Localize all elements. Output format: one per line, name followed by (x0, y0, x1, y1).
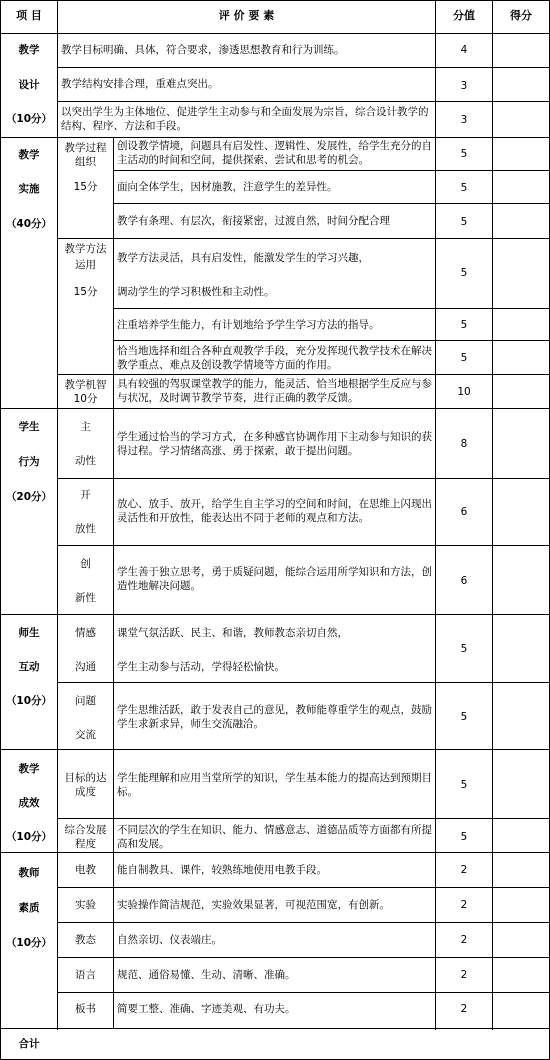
section-effect-points: （10分） (5, 831, 53, 843)
process-criterion-1: 创设教学情境，问题具有启发性、逻辑性、发展性，给学生充分的自主活动的时间和空间，提供探索、尝试和思考的机会。 (117, 140, 432, 166)
section-effect-title: 教学 (18, 763, 40, 775)
method-value-3: 5 (460, 352, 468, 364)
method-criterion-3: 恰当地选择和组合各种直观教学手段，充分发挥现代教学技术在解决教学重点、难点及创设教学情境等方面的作用。 (117, 345, 432, 371)
interaction-criterion-1: 课堂气氛活跃、民主、和谐，教师教态亲切自然， (117, 627, 348, 639)
teacher-label-3: 教态 (75, 934, 96, 946)
teacher-criterion-3: 自然亲切、仪表端庄。 (117, 934, 222, 946)
teacher-label-5: 板书 (75, 1003, 96, 1015)
teacher-label-2: 实验 (75, 899, 96, 911)
teacher-criterion-5: 简要工整、准确、字迹美观、有功夫。 (117, 1003, 296, 1015)
design-criterion-1: 教学目标明确、具体，符合要求，渗透思想教育和行为训练。 (61, 44, 345, 56)
interaction-criterion-1b: 学生主动参与活动，学得轻松愉快。 (117, 661, 285, 673)
effect-label-2: 综合发展 (64, 824, 107, 836)
sub-process-label-2: 组织 (75, 156, 96, 168)
design-criterion-2: 教学结构安排合理，重难点突出。 (61, 78, 219, 90)
section-interaction-title-2: 互动 (18, 661, 40, 673)
behavior-criterion-2: 放心、放手、放开，给学生自主学习的空间和时间，在思维上闪现出灵活性和开放性，能表达出不同于老师的观点和方法。 (117, 498, 432, 524)
process-value-2: 5 (460, 182, 468, 194)
teacher-label-1: 电教 (75, 864, 96, 876)
effect-label-1: 目标的达 (64, 772, 107, 784)
design-value-3: 3 (460, 114, 468, 126)
section-design-title: 教学 (18, 44, 40, 56)
teacher-value-3: 2 (460, 934, 468, 946)
process-criterion-3: 教学有条理、有层次，衔接紧密，过渡自然，时间分配合理 (117, 215, 390, 227)
interaction-criterion-2: 学生思维活跃，敢于发表自己的意见，教师能尊重学生的观点，鼓励学生求新求异，师生交流融洽。 (117, 704, 432, 730)
section-design-title-2: 设计 (18, 79, 40, 91)
header-score-value: 分值 (453, 9, 475, 22)
sub-method-label: 教学方法 (64, 243, 107, 255)
sub-process-label: 教学过程 (64, 142, 107, 154)
method-value-1: 5 (460, 267, 468, 279)
interaction-label-2b: 交流 (75, 729, 96, 741)
effect-value-2: 5 (460, 831, 468, 843)
interaction-label-2: 问题 (75, 695, 96, 707)
effect-label-1b: 成度 (75, 786, 96, 798)
effect-label-2b: 程度 (75, 838, 96, 850)
section-teacher-points: （10分） (5, 937, 53, 949)
behavior-label-3: 创 (80, 558, 91, 570)
design-value-1: 4 (460, 44, 468, 56)
wit-value: 10 (457, 386, 471, 398)
teacher-value-5: 2 (460, 1003, 468, 1015)
behavior-value-2: 6 (460, 506, 468, 518)
sub-method-points: 15分 (73, 286, 98, 298)
effect-criterion-1: 学生能理解和应用当堂所学的知识，学生基本能力的提高达到预期目标。 (117, 772, 432, 798)
section-interaction-points: （10分） (5, 695, 53, 707)
process-criterion-2: 面向全体学生，因材施教，注意学生的差异性。 (117, 181, 338, 193)
interaction-label-1b: 沟通 (75, 661, 96, 673)
teacher-criterion-4: 规范、通俗易懂、生动、清晰、准确。 (117, 969, 296, 981)
section-behavior-points: （20分） (5, 491, 53, 503)
effect-criterion-2: 不同层次的学生在知识、能力、情感意志、道德品质等方面都有所提高和发展。 (117, 824, 432, 850)
effect-value-1: 5 (460, 779, 468, 791)
section-behavior-title: 学生 (18, 421, 40, 433)
sub-process-points: 15分 (73, 181, 98, 193)
design-value-2: 3 (460, 80, 468, 92)
section-teacher-title: 教师 (18, 867, 40, 879)
behavior-label-1b: 动性 (75, 455, 96, 467)
section-behavior-title-2: 行为 (18, 456, 40, 468)
behavior-label-2b: 放性 (75, 523, 96, 535)
interaction-value-1: 5 (460, 643, 468, 655)
behavior-criterion-3: 学生善于独立思考，勇于质疑问题，能综合运用所学知识和方法，创造性地解决问题。 (117, 566, 432, 592)
section-implementation-title-2: 实施 (18, 183, 40, 195)
interaction-label-1: 情感 (75, 627, 96, 639)
interaction-value-2: 5 (460, 711, 468, 723)
teacher-criterion-1: 能自制教具、课件，较熟练地使用电教手段。 (117, 864, 327, 876)
teacher-criterion-2: 实验操作简洁规范，实验效果显著，可视范围宽，有创新。 (117, 899, 390, 911)
section-implementation-points: （40分） (5, 218, 53, 230)
behavior-label-3b: 新性 (75, 592, 96, 604)
teacher-value-2: 2 (460, 899, 468, 911)
header-score-got: 得分 (510, 9, 532, 22)
section-interaction-title: 师生 (18, 627, 40, 639)
method-criterion-1b: 调动学生的学习积极性和主动性。 (117, 286, 275, 298)
sub-method-label-2: 运用 (75, 259, 96, 271)
behavior-criterion-1: 学生通过恰当的学习方式，在多种感官协调作用下主动参与知识的获得过程。学习情绪高涨、勇于探索，敢于提出问题。 (117, 431, 432, 457)
behavior-label-1: 主 (80, 421, 91, 433)
behavior-value-3: 6 (460, 575, 468, 587)
sub-wit-label: 教学机智 (64, 379, 107, 391)
behavior-label-2: 开 (80, 489, 91, 501)
section-teacher-title-2: 素质 (18, 902, 40, 914)
section-effect-title-2: 成效 (18, 797, 40, 809)
sub-wit-points: 10分 (73, 393, 98, 405)
teacher-label-4: 语言 (75, 969, 96, 981)
method-criterion-2: 注重培养学生能力，有计划地给予学生学习方法的指导。 (117, 319, 380, 331)
process-value-1: 5 (460, 148, 468, 160)
method-value-2: 5 (460, 319, 468, 331)
teacher-value-4: 2 (460, 969, 468, 981)
teacher-value-1: 2 (460, 864, 468, 876)
design-criterion-3: 以突出学生为主体地位、促进学生主动参与和全面发展为宗旨，综合设计教学的结构、程序、方法和手段。 (61, 106, 429, 132)
behavior-value-1: 8 (460, 438, 468, 450)
method-criterion-1: 教学方法灵活，具有启发性，能激发学生的学习兴趣， (117, 252, 369, 264)
header-criteria: 评 价 要 素 (218, 9, 275, 22)
wit-criterion: 具有较强的驾驭课堂教学的能力，能灵活、恰当地根据学生反应与参与状况，及时调节教学节奏，进行正确的教学反馈。 (117, 378, 432, 404)
total-label: 合计 (18, 1038, 40, 1050)
process-value-3: 5 (460, 216, 468, 228)
section-implementation-title: 教学 (18, 149, 40, 161)
header-item: 项 目 (16, 9, 42, 22)
section-design-points: （10分） (5, 113, 53, 125)
